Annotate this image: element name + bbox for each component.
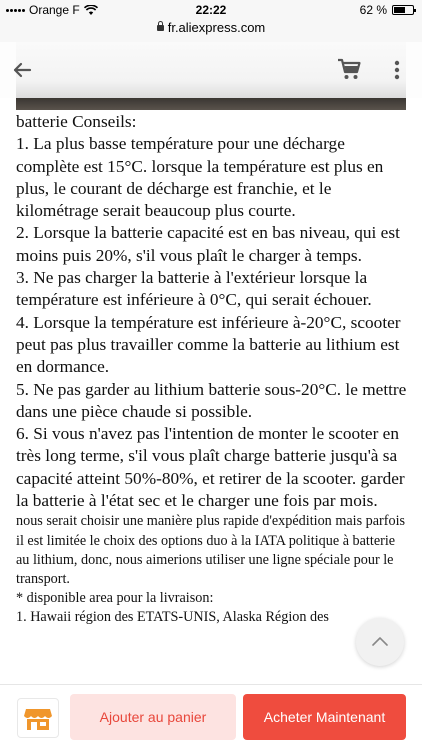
bottom-action-bar bbox=[0, 684, 422, 751]
app-header bbox=[0, 42, 422, 98]
product-description bbox=[16, 111, 408, 628]
tip-paragraph: 4. Lorsque la température est inférieure à-20°C, scooter peut pas plus travailler comme la batterie au lithium est en dormance. bbox=[16, 312, 401, 377]
chevron-up-icon bbox=[356, 618, 404, 666]
url-text: fr.aliexpress.com bbox=[167, 20, 266, 35]
arrow-left-icon[interactable] bbox=[8, 56, 36, 84]
more-vertical-icon[interactable] bbox=[387, 56, 407, 84]
battery-icon bbox=[392, 5, 414, 15]
buy-now-button[interactable]: Acheter Maintenant bbox=[243, 694, 406, 740]
tip-paragraph: 2. Lorsque la batterie capacité est en bas niveau, qui est moins puis 20%, s'il vous plaît le charger à temps. bbox=[16, 223, 400, 265]
tip-paragraph: 1. La plus basse température pour une décharge complète est 15°C. lorsque la température est plus en plus, le courant de décharge est franchie, et le kilométrage serait beaucoup plus courte. bbox=[16, 134, 384, 221]
store-icon bbox=[18, 699, 58, 737]
battery-info bbox=[360, 3, 414, 17]
tip-paragraph: 3. Ne pas charger la batterie à l'extérieur lorsque la température est inférieure à 0°C, qui serait échouer. bbox=[16, 268, 372, 310]
tips-heading: batterie Conseils: bbox=[16, 112, 137, 131]
delivery-item: 1. Hawaii région des ETATS-UNIS, Alaska Région des bbox=[16, 609, 329, 626]
lock-icon bbox=[157, 25, 164, 31]
status-bar bbox=[0, 0, 422, 20]
store-button[interactable] bbox=[17, 698, 59, 738]
delivery-heading: * disponible area pour la livraison: bbox=[16, 590, 214, 607]
address-bar[interactable] bbox=[0, 20, 422, 42]
add-to-cart-button[interactable]: Ajouter au panier bbox=[70, 694, 236, 740]
carrier-name: Orange F bbox=[29, 3, 80, 17]
tip-paragraph: 5. Ne pas garder au lithium batterie sous-20°C. le mettre dans une pièce chaude si possible. bbox=[16, 379, 407, 421]
scroll-to-top-button[interactable] bbox=[356, 618, 404, 666]
shipping-note: nous serait choisir une manière plus rapide d'expédition mais parfois il est limitée le choix des options duo à la IATA politique à batterie au lithium, donc, nous aimerions utiliser une ligne spéciale pour le transport. bbox=[16, 513, 406, 587]
product-image-edge bbox=[16, 98, 406, 110]
tip-paragraph: 6. Si vous n'avez pas l'intention de monter le scooter en très long terme, s'il vous plaît charge batterie jusqu'à sa capacité atteint 50%-80%, et retirer de la scooter. garder la batterie à l'état sec et le charger une fois par mois. bbox=[16, 424, 405, 511]
cart-icon[interactable] bbox=[336, 56, 362, 82]
battery-percent: 62 % bbox=[359, 3, 387, 17]
clock: 22:22 bbox=[195, 3, 227, 17]
